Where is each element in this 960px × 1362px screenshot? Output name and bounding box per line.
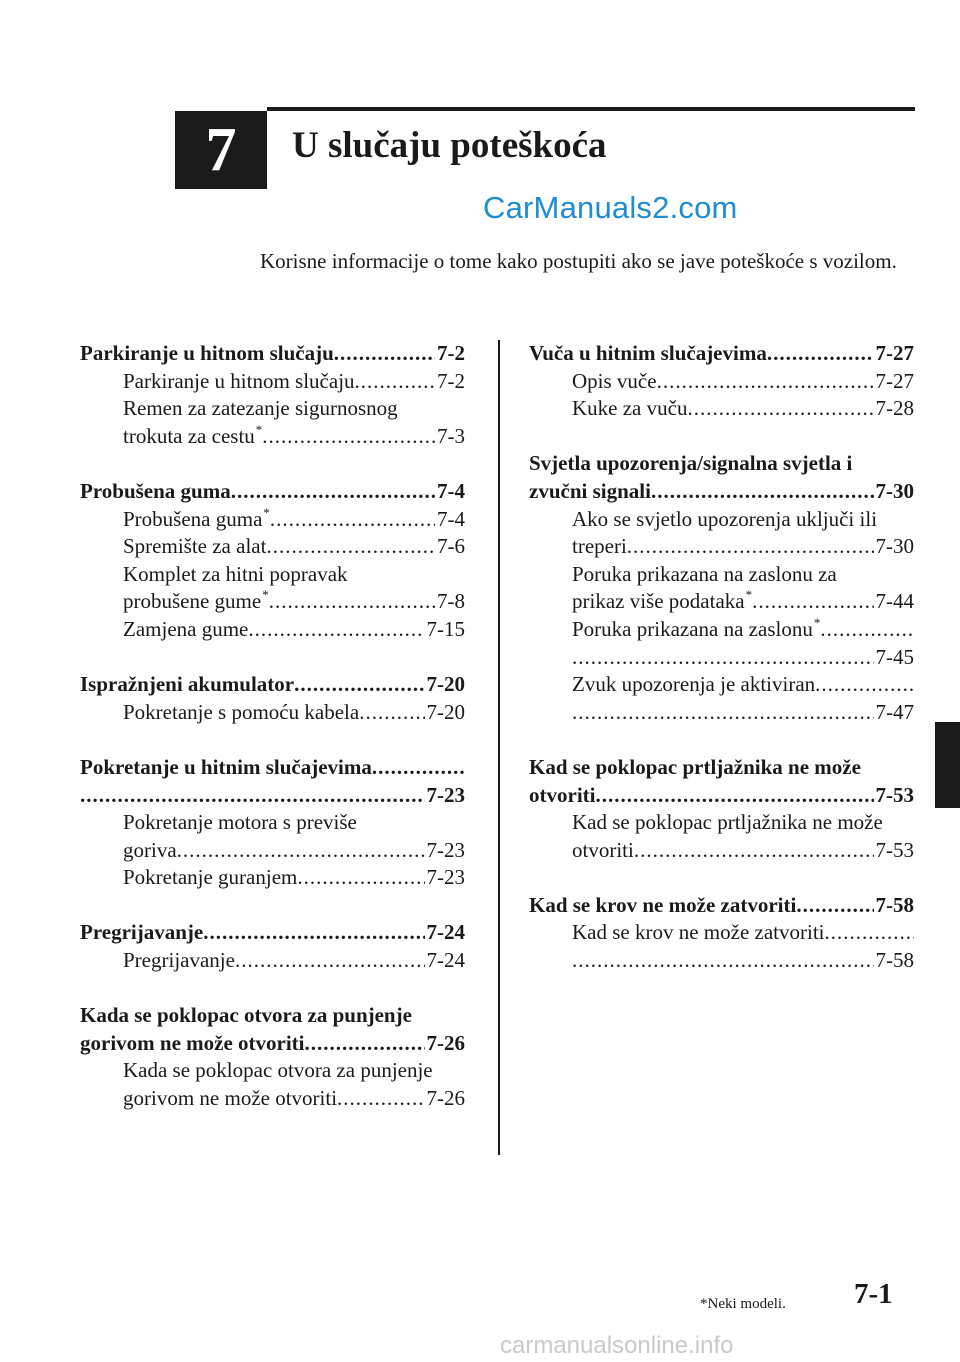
toc-item-line[interactable]: Kad se poklopac prtljažnika ne može (572, 810, 883, 835)
toc-section (80, 478, 465, 644)
site-watermark: carmanualsonline.info (500, 1332, 734, 1359)
toc-heading[interactable]: Probušena guma ..... 7-4 (80, 478, 465, 506)
toc-item-line[interactable]: Pokretanje motora s previše (123, 810, 357, 835)
toc-item-line[interactable]: Poruka prikazana na zaslonu* ..... (529, 616, 914, 644)
toc-section (80, 1002, 465, 1112)
toc-section (529, 450, 914, 726)
toc-item[interactable]: Kuke za vuču ..... 7-28 (529, 395, 914, 423)
toc-heading-line[interactable]: Kad se poklopac prtljažnika ne može (529, 754, 861, 779)
toc-heading[interactable]: Pregrijavanje ..... 7-24 (80, 919, 465, 947)
toc-section (80, 919, 465, 974)
toc-section (80, 754, 465, 892)
toc-item-line[interactable]: Kad se krov ne može zatvoriti ..... (529, 919, 914, 947)
toc-section (80, 340, 465, 450)
toc-item[interactable]: Parkiranje u hitnom slučaju ..... 7-2 (80, 368, 465, 396)
toc-item[interactable]: Pokretanje s pomoću kabela ..... 7-20 (80, 699, 465, 727)
toc-item-line[interactable]: Remen za zatezanje sigurnosnog (123, 396, 398, 421)
toc-item-line[interactable]: Poruka prikazana na zaslonu za (572, 561, 837, 586)
toc-section (80, 671, 465, 726)
toc-item[interactable]: treperi ..... 7-30 (529, 533, 914, 561)
asterisk-mark: * (813, 614, 821, 630)
toc-heading[interactable]: otvoriti ..... 7-53 (529, 782, 914, 810)
toc-item[interactable]: probušene gume* ..... 7-8 (80, 588, 465, 616)
toc-item[interactable]: gorivom ne može otvoriti ..... 7-26 (80, 1085, 465, 1113)
toc-item-line[interactable]: Komplet za hitni popravak (123, 561, 348, 586)
toc-item-line[interactable]: Ako se svjetlo upozorenja uključi ili (572, 506, 878, 531)
toc-section (529, 754, 914, 864)
chapter-title: U slučaju poteškoća (292, 125, 607, 166)
toc-item-line[interactable]: Zvuk upozorenja je aktiviran ..... (529, 671, 914, 699)
toc-right-column (529, 340, 914, 1002)
toc-item[interactable]: ..... 7-45 (529, 644, 914, 672)
toc-item[interactable]: goriva ..... 7-23 (80, 837, 465, 865)
toc-item[interactable]: Opis vuče ..... 7-27 (529, 368, 914, 396)
column-divider (498, 340, 500, 1155)
watermark-logo: CarManuals2.com (483, 190, 738, 225)
footnote: *Neki modeli. (700, 1296, 786, 1312)
toc-heading[interactable]: zvučni signali ..... 7-30 (529, 478, 914, 506)
asterisk-mark: * (263, 504, 270, 520)
chapter-intro: Korisne informacije o tome kako postupiti ako se jave poteškoće s vozilom. (260, 249, 897, 273)
toc-item[interactable]: prikaz više podataka* ..... 7-44 (529, 588, 914, 616)
toc-item[interactable]: trokuta za cestu* ..... 7-3 (80, 423, 465, 451)
toc-heading-line[interactable]: Pokretanje u hitnim slučajevima ..... (80, 754, 465, 782)
toc-item[interactable]: ..... 7-58 (529, 947, 914, 975)
toc-item[interactable]: Pokretanje guranjem ..... 7-23 (80, 864, 465, 892)
toc-item[interactable]: Zamjena gume ..... 7-15 (80, 616, 465, 644)
toc-item[interactable]: otvoriti ..... 7-53 (529, 837, 914, 865)
toc-item[interactable]: Spremište za alat ..... 7-6 (80, 533, 465, 561)
chapter-number: 7 (175, 111, 267, 189)
asterisk-mark: * (745, 587, 753, 603)
chapter-top-rule (267, 107, 915, 111)
asterisk-mark: * (262, 587, 269, 603)
toc-section (529, 892, 914, 975)
toc-heading-line[interactable]: Svjetla upozorenja/signalna svjetla i (529, 451, 853, 476)
toc-item[interactable]: ..... 7-47 (529, 699, 914, 727)
chapter-side-tab (935, 722, 960, 808)
page-number: 7-1 (854, 1278, 893, 1310)
toc-heading[interactable]: Parkiranje u hitnom slučaju ..... 7-2 (80, 340, 465, 368)
toc-section (529, 340, 914, 423)
toc-item[interactable]: Pregrijavanje ..... 7-24 (80, 947, 465, 975)
toc-left-column (80, 340, 465, 1140)
toc-heading[interactable]: Kad se krov ne može zatvoriti ..... 7-58 (529, 892, 914, 920)
toc-heading-line[interactable]: Kada se poklopac otvora za punjenje (80, 1003, 412, 1028)
toc-heading[interactable]: gorivom ne može otvoriti ..... 7-26 (80, 1030, 465, 1058)
toc-item-line[interactable]: Kada se poklopac otvora za punjenje (123, 1058, 433, 1083)
toc-heading[interactable]: ..... 7-23 (80, 782, 465, 810)
toc-heading[interactable]: Vuča u hitnim slučajevima ..... 7-27 (529, 340, 914, 368)
asterisk-mark: * (255, 421, 263, 437)
toc-item[interactable]: Probušena guma* ..... 7-4 (80, 506, 465, 534)
toc-heading[interactable]: Ispražnjeni akumulator ..... 7-20 (80, 671, 465, 699)
